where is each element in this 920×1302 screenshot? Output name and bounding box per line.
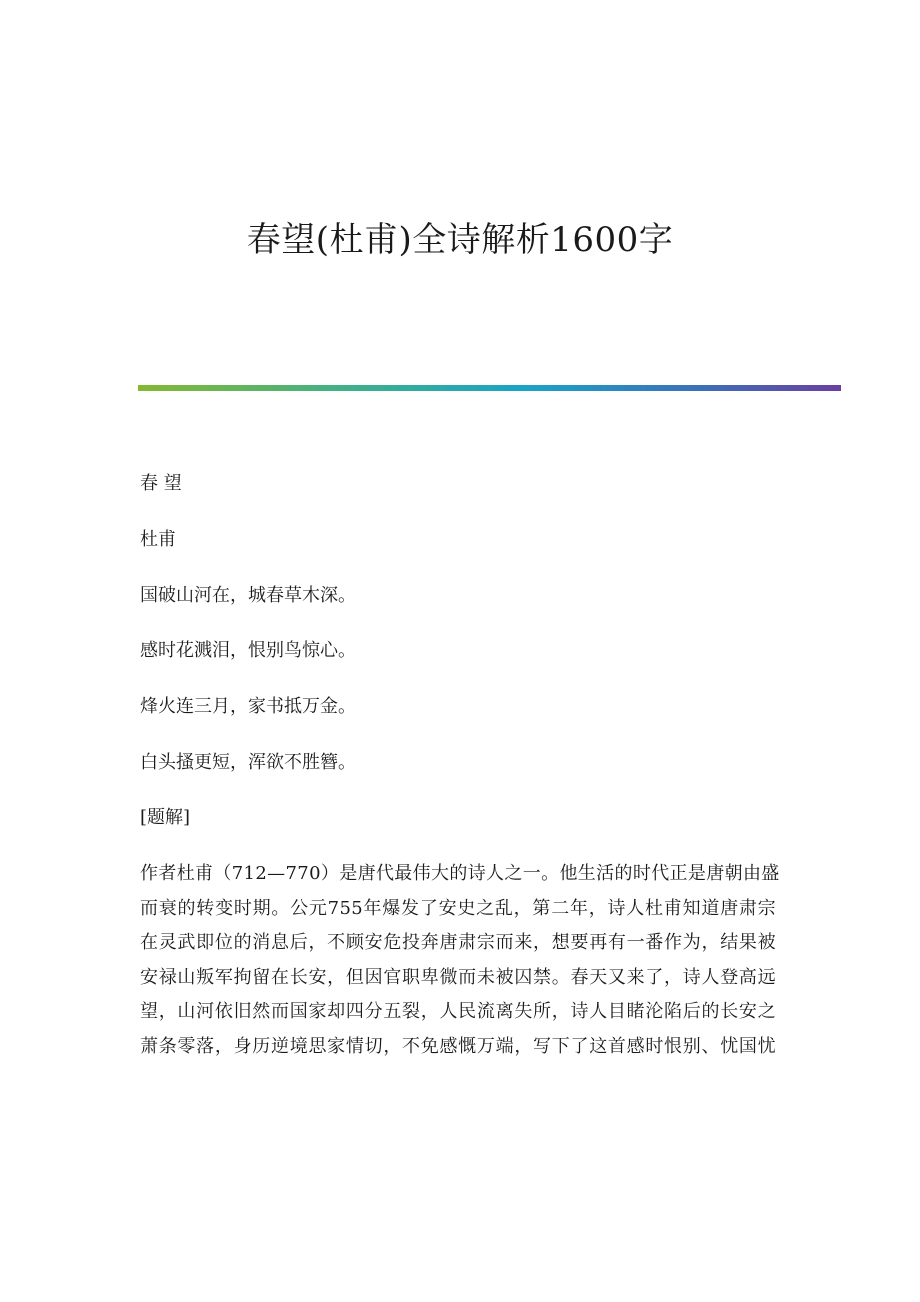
paragraph-line: 在灵武即位的消息后，不顾安危投奔唐肃宗而来，想要再有一番作为，结果被: [140, 932, 776, 953]
paragraph-line: 作者杜甫（712—770）是唐代最伟大的诗人之一。他生活的时代正是唐朝由盛: [140, 863, 780, 884]
poem-title: 春 望: [140, 473, 182, 494]
poem-author: 杜甫: [140, 529, 176, 550]
poem-line: 白头搔更短，浑欲不胜簪。: [140, 752, 356, 773]
poem-line: 国破山河在，城春草木深。: [140, 585, 356, 606]
paragraph-line: 望，山河依旧然而国家却四分五裂，人民流离失所，诗人目睹沦陷后的长安之: [140, 1001, 776, 1022]
section-heading: [题解]: [140, 807, 191, 828]
poem-line: 烽火连三月，家书抵万金。: [140, 696, 356, 717]
paragraph-line: 萧条零落，身历逆境思家情切，不免感慨万端，写下了这首感时恨别、忧国忧: [140, 1035, 776, 1057]
commentary-paragraph: [140, 857, 780, 1064]
paragraph-line: 而衰的转变时期。公元755年爆发了安史之乱，第二年，诗人杜甫知道唐肃宗: [140, 897, 776, 919]
document-title: 春望(杜甫)全诗解析1600字: [246, 220, 674, 260]
poem-line: 感时花溅泪，恨别鸟惊心。: [140, 640, 356, 661]
gradient-divider: [138, 385, 841, 391]
paragraph-line: 安禄山叛军拘留在长安，但因官职卑微而未被囚禁。春天又来了，诗人登高远: [140, 966, 776, 988]
